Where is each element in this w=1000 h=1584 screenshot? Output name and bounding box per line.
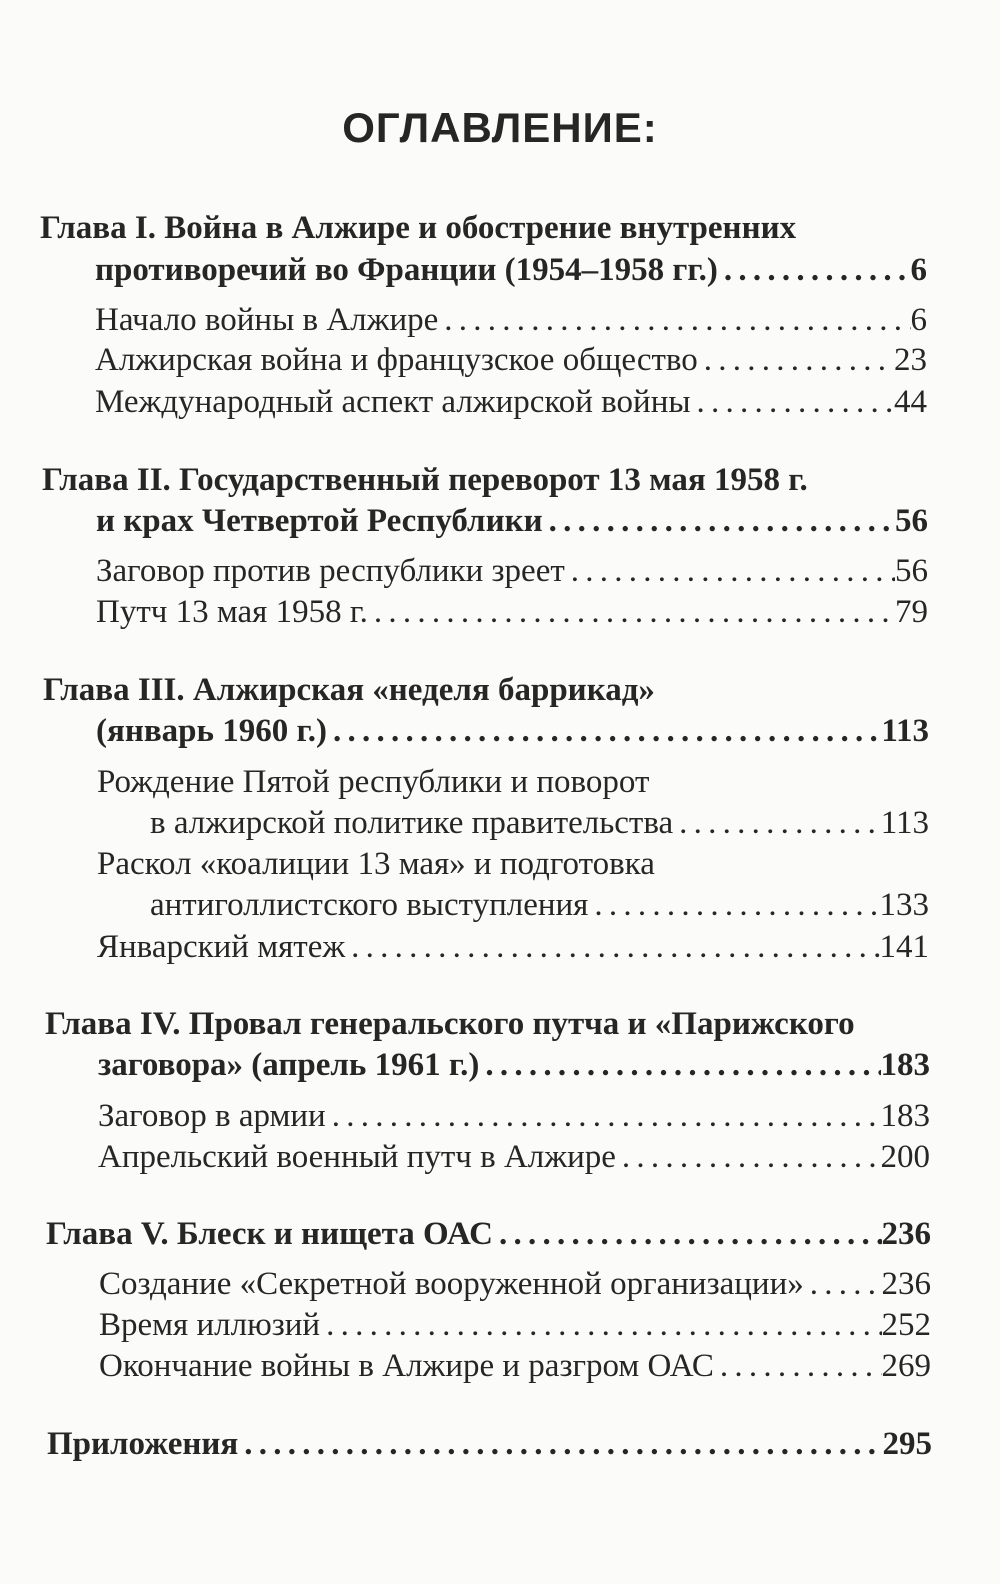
appendix-label: Приложения — [47, 1426, 239, 1462]
section-label: в алжирской политике правительства — [150, 805, 674, 841]
section-label: Международный аспект алжирской войны — [95, 384, 691, 420]
section-page: 23 — [894, 342, 927, 378]
appendix-page: 295 — [882, 1426, 932, 1462]
section-3-1-entry[interactable] — [150, 805, 929, 851]
section-label: Создание «Секретной вооруженной организации» — [99, 1266, 804, 1302]
chapter-3-title-line2: (январь 1960 г.) — [96, 713, 327, 749]
section-label: антиголлистского выступления — [150, 887, 589, 923]
section-page: 141 — [879, 929, 929, 965]
section-page: 56 — [895, 553, 928, 589]
section-page: 6 — [910, 302, 927, 338]
chapter-1-page: 6 — [910, 252, 927, 288]
leader-dots — [714, 1348, 882, 1385]
chapter-1-title-line2: противоречий во Франции (1954–1958 гг.) — [95, 252, 718, 288]
chapter-5-title: Глава V. Блеск и нищета ОАС — [46, 1216, 493, 1252]
leader-dots — [673, 805, 881, 842]
section-3-2-entry[interactable] — [150, 887, 929, 933]
section-page: 200 — [880, 1139, 930, 1175]
leader-dots — [238, 1426, 882, 1463]
section-1-2-entry[interactable] — [95, 342, 927, 388]
section-page: 236 — [881, 1266, 931, 1302]
chapter-1-entry[interactable] — [95, 252, 927, 298]
leader-dots — [565, 553, 895, 590]
chapter-2-title-line2: и крах Четвертой Республики — [96, 503, 543, 539]
chapter-2-page: 56 — [895, 503, 928, 539]
leader-dots — [345, 929, 879, 966]
chapter-2-entry[interactable] — [96, 503, 928, 549]
section-page: 79 — [895, 594, 928, 630]
section-5-3-entry[interactable] — [99, 1348, 931, 1394]
leader-dots — [698, 342, 894, 379]
section-2-2-entry[interactable] — [96, 594, 928, 640]
leader-dots — [368, 594, 895, 631]
section-3-2-label-line1: Раскол «коалиции 13 мая» и подготовка — [97, 846, 655, 882]
section-label: Алжирская война и французское общество — [95, 342, 698, 378]
chapter-1-title-line1: Глава I. Война в Алжире и обострение внутренних — [40, 210, 797, 246]
section-3-3-entry[interactable] — [97, 929, 929, 975]
leader-dots — [438, 302, 910, 339]
section-2-1-entry[interactable] — [96, 553, 928, 599]
chapter-3-entry[interactable] — [96, 713, 929, 759]
section-label: Январский мятеж — [97, 929, 346, 965]
chapter-3-title-line1: Глава III. Алжирская «неделя баррикад» — [43, 672, 655, 708]
leader-dots — [804, 1266, 882, 1303]
section-label: Начало войны в Алжире — [95, 302, 439, 338]
chapter-4-title-line1: Глава IV. Провал генеральского путча и «Парижского — [45, 1006, 855, 1042]
section-page: 133 — [879, 887, 929, 923]
section-page: 44 — [894, 384, 927, 420]
section-page: 269 — [881, 1348, 931, 1384]
chapter-2-title-line1: Глава II. Государственный переворот 13 мая 1958 г. — [42, 462, 808, 498]
chapter-4-title-line2: заговора» (апрель 1961 г.) — [98, 1047, 480, 1083]
toc-heading: ОГЛАВЛЕНИЕ: — [342, 104, 658, 151]
section-label: Окончание войны в Алжире и разгром ОАС — [99, 1348, 714, 1384]
section-5-1-entry[interactable] — [99, 1266, 931, 1312]
section-page: 183 — [880, 1098, 930, 1134]
appendix-entry[interactable] — [47, 1426, 932, 1472]
leader-dots — [479, 1047, 880, 1084]
chapter-3-page: 113 — [881, 713, 929, 749]
section-label: Путч 13 мая 1958 г. — [96, 594, 368, 630]
leader-dots — [588, 887, 879, 924]
section-4-2-entry[interactable] — [98, 1139, 930, 1185]
leader-dots — [326, 1098, 881, 1135]
leader-dots — [493, 1216, 882, 1253]
leader-dots — [320, 1307, 881, 1344]
chapter-5-entry[interactable] — [46, 1216, 931, 1262]
leader-dots — [327, 713, 881, 750]
leader-dots — [616, 1139, 881, 1176]
chapter-4-entry[interactable] — [98, 1047, 930, 1093]
leader-dots — [543, 503, 895, 540]
leader-dots — [691, 384, 894, 421]
section-3-1-label-line1: Рождение Пятой республики и поворот — [97, 764, 650, 800]
section-label: Заговор в армии — [98, 1098, 326, 1134]
leader-dots — [718, 252, 911, 289]
section-5-2-entry[interactable] — [99, 1307, 931, 1353]
section-page: 252 — [881, 1307, 931, 1343]
section-label: Заговор против республики зреет — [96, 553, 565, 589]
chapter-5-page: 236 — [881, 1216, 931, 1252]
section-4-1-entry[interactable] — [98, 1098, 930, 1144]
section-label: Время иллюзий — [99, 1307, 321, 1343]
section-1-3-entry[interactable] — [95, 384, 927, 430]
chapter-4-page: 183 — [880, 1047, 930, 1083]
section-label: Апрельский военный путч в Алжире — [98, 1139, 616, 1175]
section-page: 113 — [880, 805, 929, 841]
